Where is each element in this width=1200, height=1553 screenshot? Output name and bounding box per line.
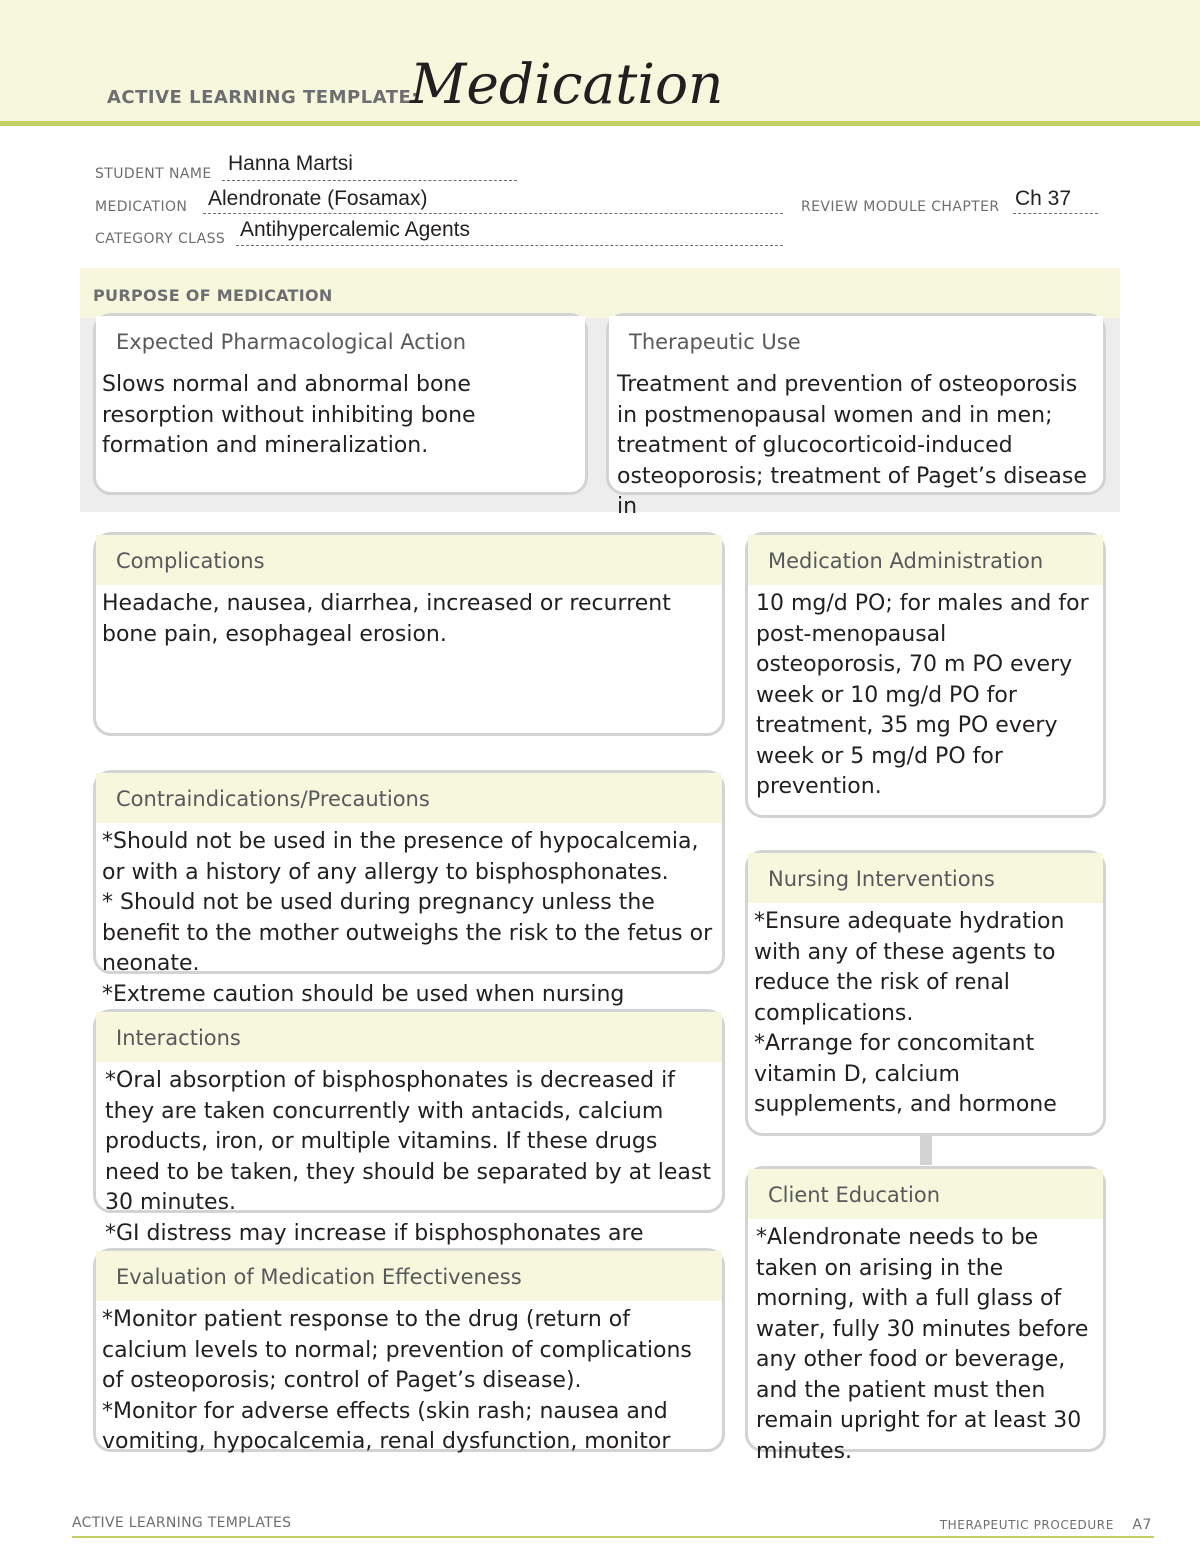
medication-field[interactable]: Alendronate (Fosamax) bbox=[208, 187, 428, 210]
footer-procedure: THERAPEUTIC PROCEDURE bbox=[939, 1518, 1114, 1532]
footer-rule bbox=[72, 1536, 1154, 1538]
complications-text[interactable]: Headache, nausea, diarrhea, increased or recurrent bone pain, esophageal erosion. bbox=[102, 591, 678, 647]
client-education-card bbox=[745, 1166, 1106, 1464]
review-module-line bbox=[1013, 213, 1098, 214]
complications-title: Complications bbox=[96, 535, 722, 585]
template-label: ACTIVE LEARNING TEMPLATE: bbox=[107, 87, 419, 108]
interactions-title: Interactions bbox=[96, 1012, 722, 1062]
expected-action-title: Expected Pharmacological Action bbox=[96, 316, 585, 366]
administration-card bbox=[745, 532, 1106, 818]
expected-action-card bbox=[93, 313, 588, 495]
contraindications-card bbox=[93, 770, 725, 1007]
category-class-label: CATEGORY CLASS bbox=[95, 231, 226, 247]
expected-action-text[interactable]: Slows normal and abnormal bone resorption without inhibiting bone formation and mineralization. bbox=[102, 372, 483, 458]
administration-title: Medication Administration bbox=[748, 535, 1103, 585]
page-title: Medication bbox=[410, 52, 724, 116]
section-connector bbox=[920, 1135, 932, 1165]
footer-right bbox=[940, 1517, 1152, 1533]
nursing-interventions-card bbox=[745, 850, 1106, 1136]
therapeutic-use-card bbox=[606, 313, 1106, 519]
interactions-card bbox=[93, 1009, 725, 1246]
purpose-label: PURPOSE OF MEDICATION bbox=[93, 286, 333, 305]
footer-left: ACTIVE LEARNING TEMPLATES bbox=[72, 1515, 292, 1531]
contraindications-title: Contraindications/Precautions bbox=[96, 773, 722, 823]
nursing-interventions-title: Nursing Interventions bbox=[748, 853, 1103, 903]
review-module-field[interactable]: Ch 37 bbox=[1015, 187, 1072, 210]
client-education-title: Client Education bbox=[748, 1169, 1103, 1219]
footer-page-number: A7 bbox=[1132, 1517, 1152, 1533]
evaluation-text[interactable]: *Monitor patient response to the drug (return of calcium levels to normal; prevention of complications of osteoporosis; control of Paget’s disease). *Monitor for adverse effects (skin rash; nausea and vomiting, hypocalcemia, renal dysfunction, monitor bbox=[102, 1307, 692, 1454]
header-rule bbox=[0, 121, 1200, 126]
medication-line bbox=[203, 213, 783, 214]
contraindications-text[interactable]: *Should not be used in the presence of hypocalcemia, or with a history of any allergy to bisphosphonates. * Should not be used during pregnancy unless the benefit to the mother outweighs the risk to the fetus or neonate. *Extreme caution should be used when nursing bbox=[102, 829, 713, 1007]
interactions-text[interactable]: *Oral absorption of bisphosphonates is decreased if they are taken concurrently with antacids, calcium products, iron, or multiple vitamins. If these drugs need to be taken, they should be separated by at least 30 minutes. *GI distress may increase if bisphosphonates are bbox=[105, 1068, 711, 1246]
evaluation-title: Evaluation of Medication Effectiveness bbox=[96, 1251, 722, 1301]
administration-text[interactable]: 10 mg/d PO; for males and for post-menopausal osteoporosis, 70 m PO every week or 10 mg/d PO for treatment, 35 mg PO every week or 5 mg/d PO for prevention. bbox=[756, 591, 1096, 799]
student-name-label: STUDENT NAME bbox=[95, 166, 212, 182]
review-module-label: REVIEW MODULE CHAPTER bbox=[801, 199, 1000, 215]
medication-label: MEDICATION bbox=[95, 199, 188, 215]
therapeutic-use-title: Therapeutic Use bbox=[609, 316, 1103, 366]
student-name-line bbox=[222, 180, 517, 181]
category-class-field[interactable]: Antihypercalemic Agents bbox=[240, 218, 470, 241]
category-class-line bbox=[236, 245, 783, 246]
client-education-text[interactable]: *Alendronate needs to be taken on arising in the morning, with a full glass of water, fully 30 minutes before any other food or beverage, and the patient must then remain upright for at least 30 minutes. bbox=[756, 1225, 1096, 1464]
complications-card bbox=[93, 532, 725, 736]
nursing-interventions-text[interactable]: *Ensure adequate hydration with any of these agents to reduce the risk of renal complications. *Arrange for concomitant vitamin D, calcium supplements, and hormone bbox=[754, 909, 1065, 1117]
evaluation-card bbox=[93, 1248, 725, 1452]
therapeutic-use-text[interactable]: Treatment and prevention of osteoporosis in postmenopausal women and in men; treatment of glucocorticoid-induced osteoporosis; treatment of Paget’s disease in bbox=[617, 372, 1094, 519]
student-name-field[interactable]: Hanna Martsi bbox=[228, 152, 353, 175]
